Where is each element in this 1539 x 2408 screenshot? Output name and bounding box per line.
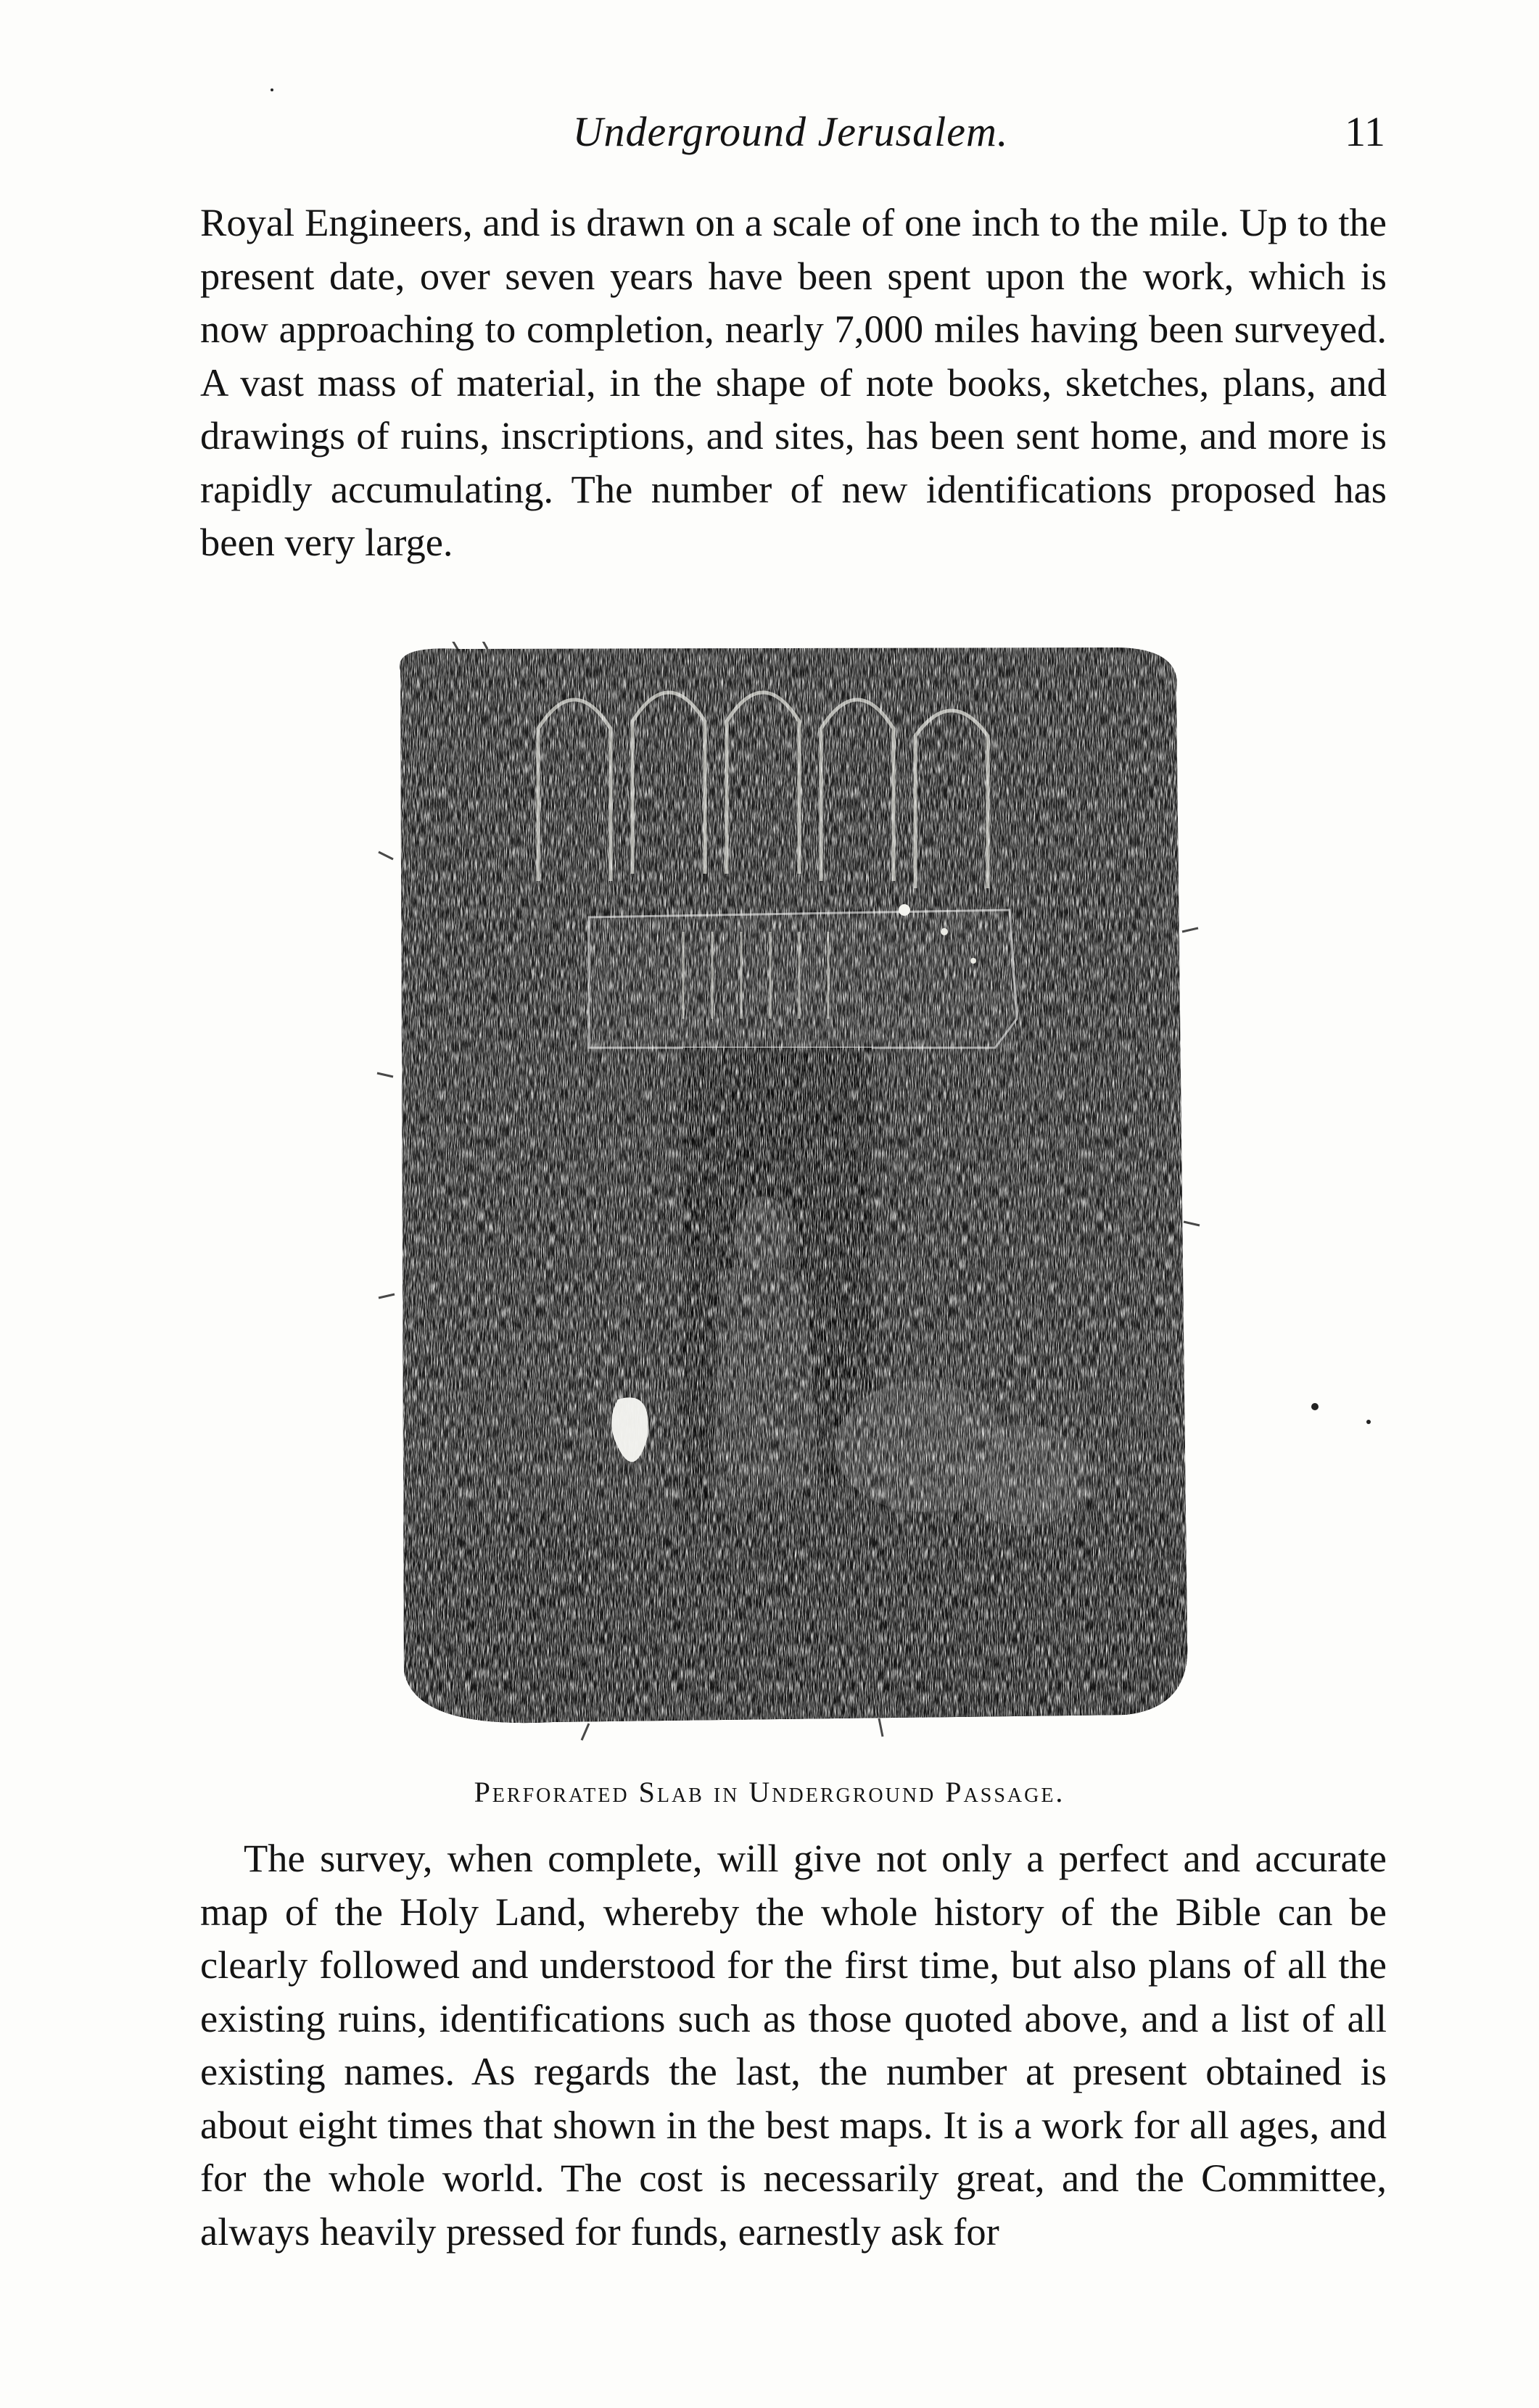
ink-speck — [271, 88, 273, 91]
ink-speck — [1311, 1403, 1319, 1410]
ink-speck — [1366, 1420, 1371, 1424]
engraving-image — [371, 642, 1204, 1751]
engraving-illustration — [371, 642, 1204, 1751]
paragraph-1: Royal Engineers, and is drawn on a scale of one inch to the mile. Up to the present date, over seven years have been spent upon the work, which is now approaching to completion, nearly 7,000 miles having been surveyed. A vast mass of material, in the shape of note books, sketches, plans, and drawings of ruins, inscriptions, and sites, has been sent home, and more is rapidly accumulating. The number of new identifications proposed has been very large. — [200, 200, 1387, 564]
page-number: 11 — [1345, 108, 1385, 155]
figure-caption: Perforated Slab in Underground Passage. — [474, 1776, 1065, 1808]
running-title: Underground Jerusalem. — [572, 108, 1009, 155]
paragraph-2: The survey, when complete, will give not only a perfect and accurate map of the Holy Land, whereby the whole history of the Bible can be clearly followed and understood for the first time, but also plans of all the existing ruins, identifications such as those quoted above, and a list of all existing names. As regards the last, the number at present obtained is about eight times that shown in the best maps. It is a work for all ages, and for the whole world. The cost is necessarily great, and the Committee, always heavily pressed for funds, earnestly ask for — [200, 1836, 1387, 2254]
running-head — [196, 107, 1385, 173]
